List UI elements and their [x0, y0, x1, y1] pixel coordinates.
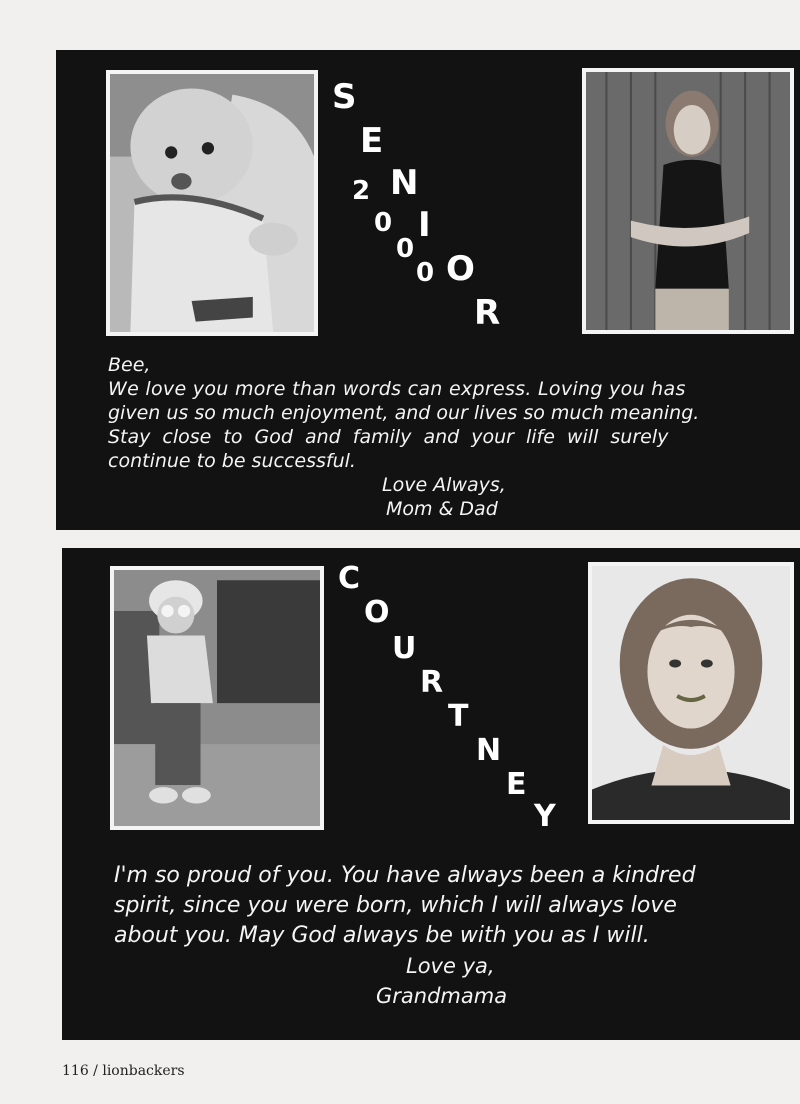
- name-letter-u: U: [392, 631, 417, 666]
- message-line: We love you more than words can express. Loving you has: [108, 378, 686, 400]
- name-letter-t: T: [448, 699, 469, 734]
- message-line: Stay close to God and family and your life will surely: [108, 426, 669, 448]
- senior-portrait-photo: [582, 68, 794, 334]
- name-letter-n: N: [476, 733, 502, 768]
- senior-letter-n: N: [390, 163, 419, 203]
- name-letter-c: C: [338, 561, 361, 596]
- message-line: spirit, since you were born, which I will always love: [114, 893, 677, 918]
- grandmother-message: [114, 861, 696, 1011]
- baby-photo: [106, 70, 318, 336]
- message-closing: Love Always,: [382, 474, 506, 496]
- name-letter-e: E: [506, 767, 527, 802]
- year-digit-0a: 0: [374, 208, 393, 238]
- senior-letter-i: I: [418, 205, 431, 245]
- toddler-photo: [110, 566, 324, 830]
- courtney-portrait-photo: [588, 562, 794, 824]
- senior-ad-panel-courtney: [62, 548, 800, 1040]
- message-closing: Love ya,: [406, 954, 495, 978]
- senior-letter-e: E: [360, 121, 384, 161]
- name-letter-r: R: [420, 665, 444, 700]
- senior-letter-s: S: [332, 77, 357, 117]
- senior-ad-panel-bee: [56, 50, 800, 530]
- year-digit-0b: 0: [396, 234, 415, 264]
- message-line: continue to be successful.: [108, 450, 356, 472]
- message-line: I'm so proud of you. You have always been a kindred: [114, 863, 696, 888]
- year-digit-0c: 0: [416, 258, 435, 288]
- senior-letter-r: R: [474, 293, 501, 333]
- message-line: about you. May God always be with you as I will.: [114, 923, 650, 948]
- senior-letter-o: O: [446, 249, 475, 289]
- message-signature: Grandmama: [376, 984, 508, 1008]
- page-footer: 116 / lionbackers: [62, 1063, 185, 1079]
- message-line: given us so much enjoyment, and our lives so much meaning.: [108, 402, 700, 424]
- year-digit-2: 2: [352, 176, 371, 206]
- name-letter-y: Y: [534, 799, 556, 834]
- parents-message: [108, 353, 699, 521]
- message-greeting: Bee,: [108, 354, 151, 376]
- name-letter-o: O: [364, 595, 390, 630]
- message-signature: Mom & Dad: [386, 498, 498, 520]
